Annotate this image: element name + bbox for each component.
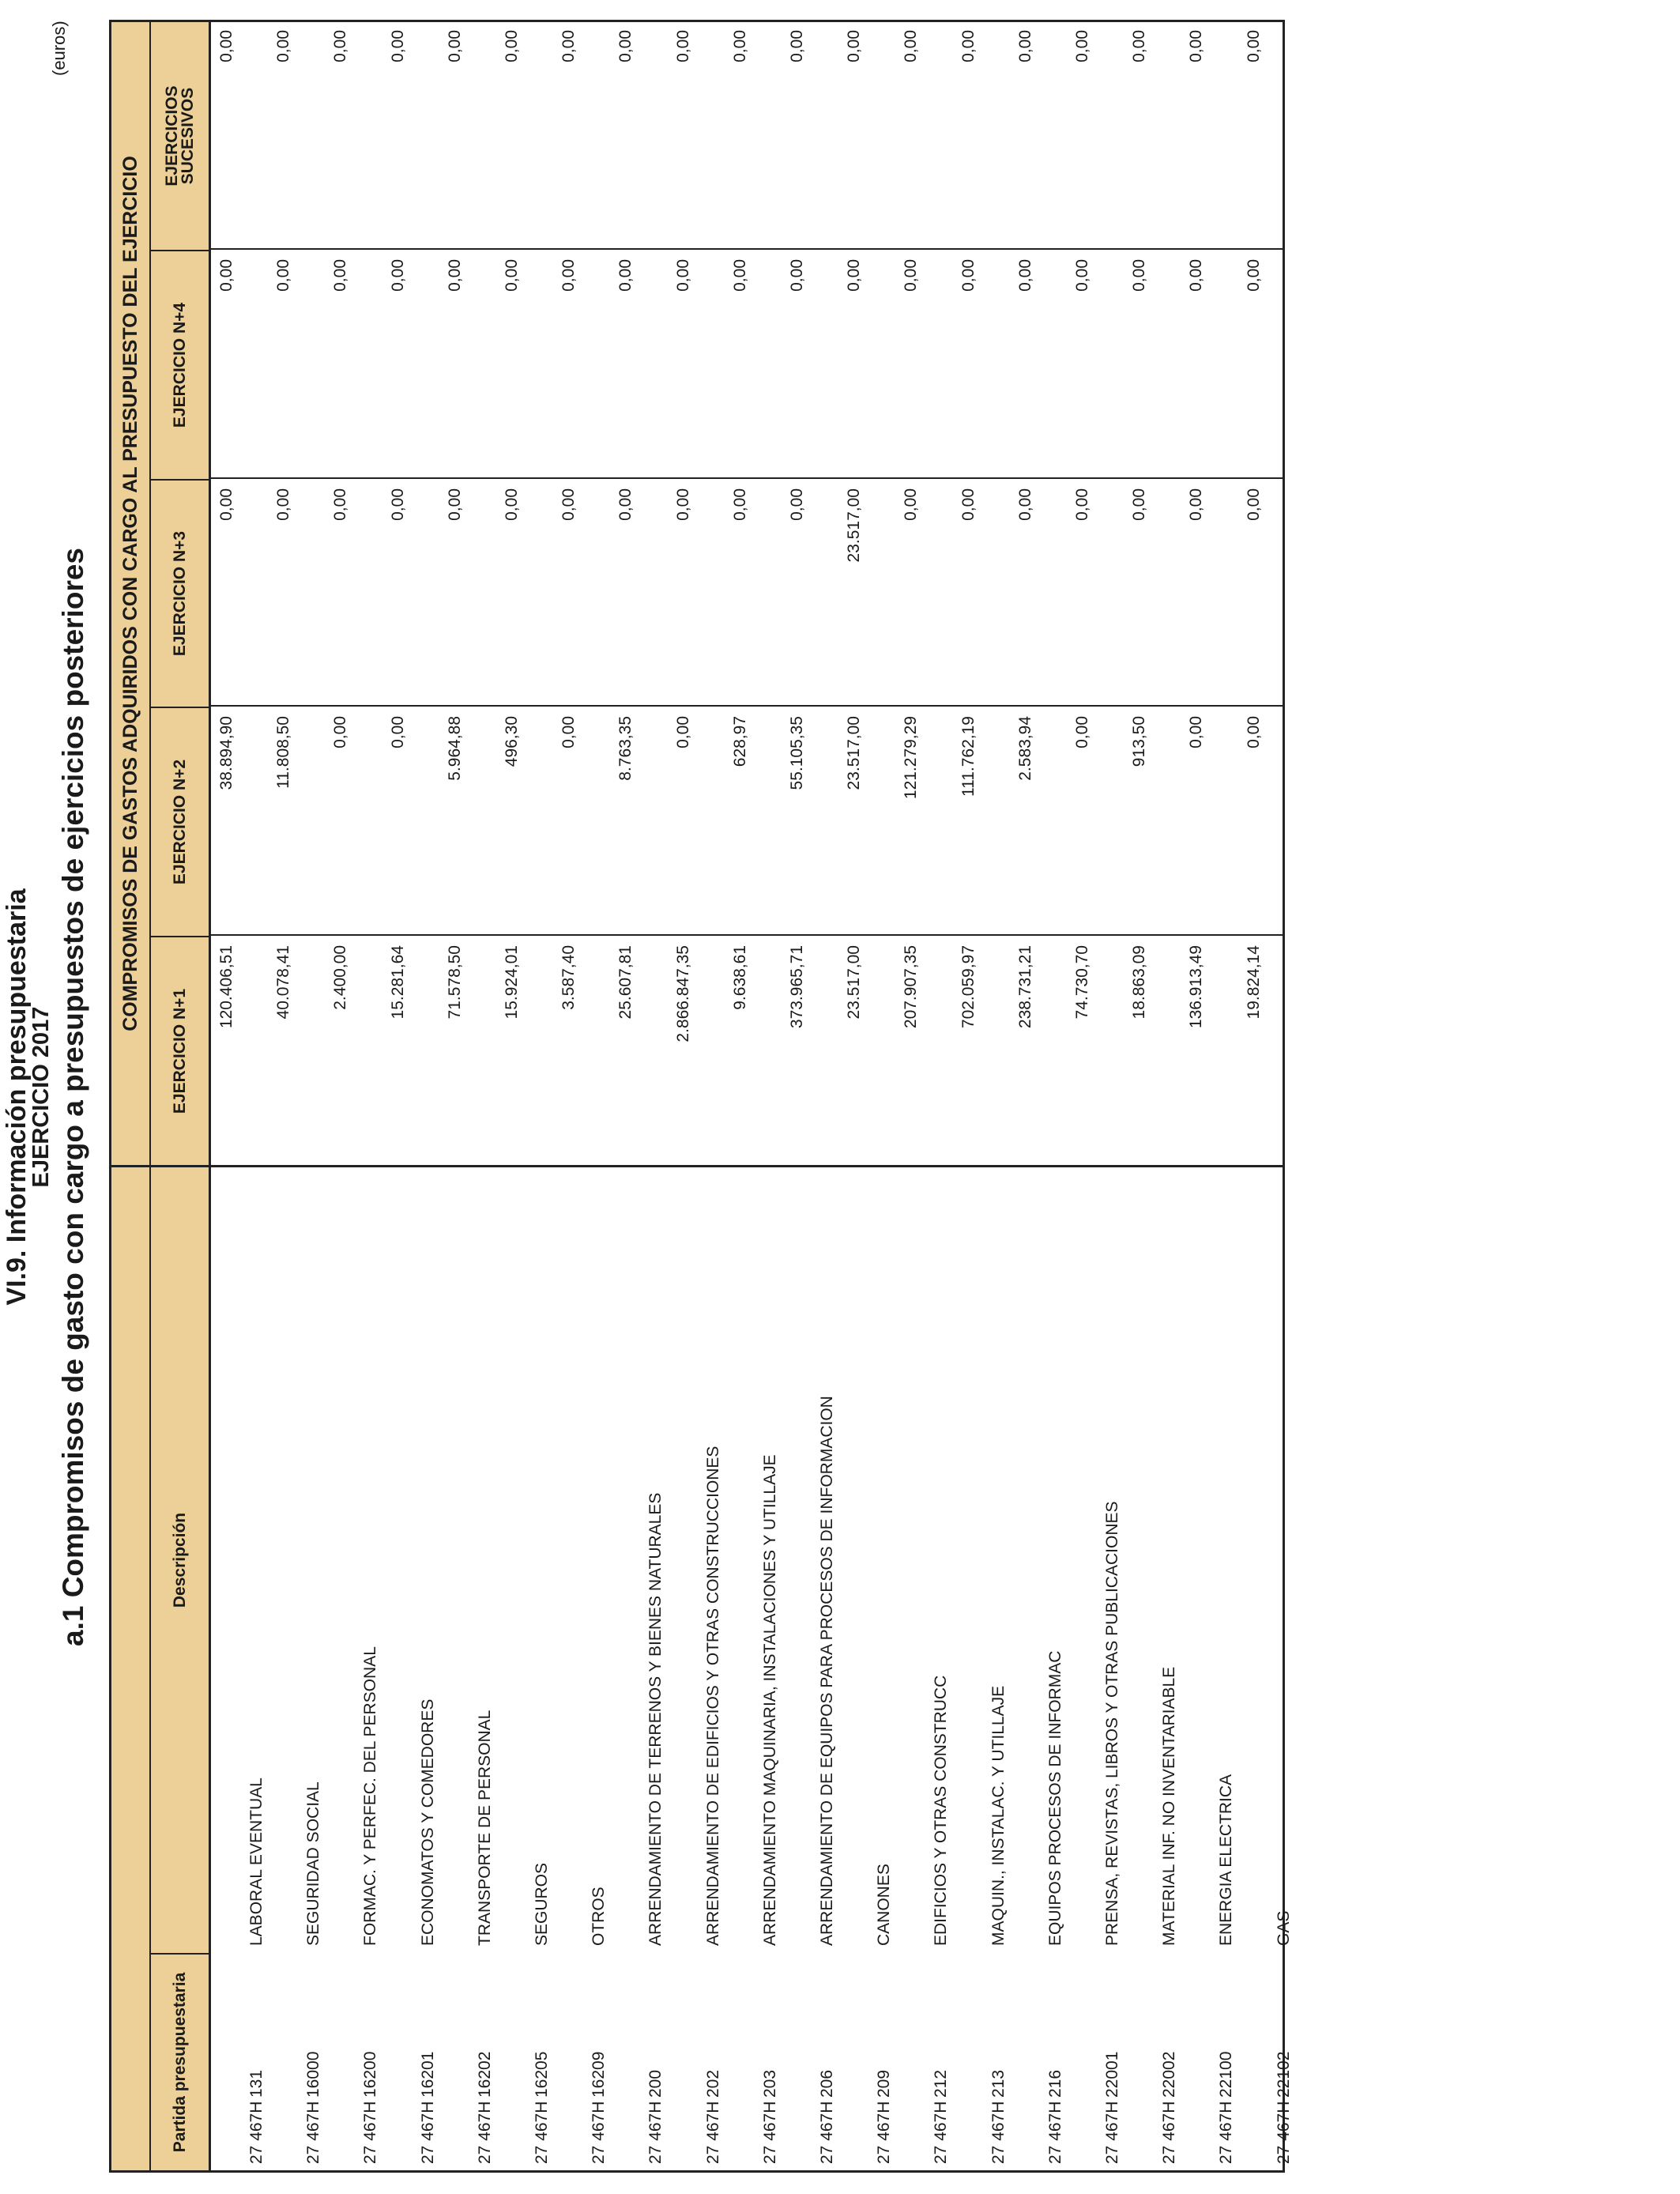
row-partida: 27 467H xyxy=(475,2101,494,2164)
value-n2: 121.279,29 xyxy=(902,716,921,800)
value-n4: 0,00 xyxy=(1073,259,1091,292)
value-n1: 18.863,09 xyxy=(1130,945,1149,1020)
row-partida: 27 467H xyxy=(418,2101,437,2164)
row-code: 16200 xyxy=(361,2051,380,2098)
value-n4: 0,00 xyxy=(616,259,635,292)
value-n2: 0,00 xyxy=(559,716,578,748)
value-n2: 5.964,88 xyxy=(445,716,464,781)
table-row xyxy=(1011,22,1068,2170)
row-partida: 27 467H xyxy=(590,2101,608,2164)
table-row xyxy=(1240,22,1297,2170)
value-n3: 0,00 xyxy=(673,488,692,521)
row-description: FORMAC. Y PERFEC. DEL PERSONAL xyxy=(361,1646,380,1946)
value-n1: 136.913,49 xyxy=(1187,945,1206,1029)
fiscal-year: EJERCICIO 2017 xyxy=(28,1006,54,1188)
value-n4: 0,00 xyxy=(845,259,864,292)
value-sucesivos: 0,00 xyxy=(1073,30,1091,62)
row-code: 16202 xyxy=(475,2051,494,2098)
value-n2: 0,00 xyxy=(388,716,407,748)
header-partida: Partida presupuestaria xyxy=(151,1953,209,2170)
row-partida: 27 467H xyxy=(760,2101,779,2164)
row-description: LABORAL EVENTUAL xyxy=(247,1777,266,1946)
value-sucesivos: 0,00 xyxy=(1015,30,1034,62)
value-n3: 0,00 xyxy=(730,488,749,521)
value-n4: 0,00 xyxy=(503,259,521,292)
value-n2: 628,97 xyxy=(730,716,749,767)
value-sucesivos: 0,00 xyxy=(217,30,235,62)
row-description: PRENSA, REVISTAS, LIBROS Y OTRAS PUBLICACIONES xyxy=(1103,1501,1121,1946)
value-n1: 373.965,71 xyxy=(788,945,806,1029)
table-row xyxy=(498,22,555,2170)
row-description: ENERGIA ELECTRICA xyxy=(1217,1774,1236,1946)
value-sucesivos: 0,00 xyxy=(445,30,464,62)
value-n1: 2.866.847,35 xyxy=(673,945,692,1042)
value-sucesivos: 0,00 xyxy=(559,30,578,62)
table-header-left xyxy=(111,1165,211,2170)
row-partida: 27 467H xyxy=(932,2101,951,2164)
row-description: EQUIPOS PROCESOS DE INFORMAC xyxy=(1045,1650,1064,1946)
table-row xyxy=(1068,22,1125,2170)
row-partida: 27 467H xyxy=(304,2101,323,2164)
section-subtitle: a.1 Compromisos de gasto con cargo a presupuestos de ejercicios posteriores xyxy=(57,548,89,1646)
row-description: EDIFICIOS Y OTRAS CONSTRUCC xyxy=(932,1675,951,1946)
value-n4: 0,00 xyxy=(1187,259,1206,292)
value-n1: 25.607,81 xyxy=(616,945,635,1020)
value-n2: 8.763,35 xyxy=(616,716,635,781)
value-sucesivos: 0,00 xyxy=(616,30,635,62)
table-row xyxy=(783,22,840,2170)
header-year-n1: EJERCICIO N+1 xyxy=(151,936,209,1165)
row-description: SEGURIDAD SOCIAL xyxy=(304,1781,323,1946)
row-code: 131 xyxy=(247,2069,266,2098)
value-sucesivos: 0,00 xyxy=(902,30,921,62)
value-n4: 0,00 xyxy=(730,259,749,292)
row-partida: 27 467H xyxy=(247,2101,266,2164)
row-partida: 27 467H xyxy=(1217,2101,1236,2164)
page-title: VI.9. Información presupuestaria xyxy=(2,888,32,1306)
value-n1: 40.078,41 xyxy=(274,945,293,1020)
table-header-right xyxy=(111,22,211,1165)
value-sucesivos: 0,00 xyxy=(788,30,806,62)
row-partida: 27 467H xyxy=(818,2101,836,2164)
row-code: 22002 xyxy=(1160,2051,1179,2098)
value-n1: 15.924,01 xyxy=(503,945,521,1020)
value-n4: 0,00 xyxy=(1015,259,1034,292)
value-n4: 0,00 xyxy=(959,259,977,292)
value-n3: 0,00 xyxy=(274,488,293,521)
table-row xyxy=(840,22,897,2170)
value-n1: 238.731,21 xyxy=(1015,945,1034,1029)
value-sucesivos: 0,00 xyxy=(1187,30,1206,62)
value-n4: 0,00 xyxy=(559,259,578,292)
row-code: 22100 xyxy=(1217,2051,1236,2098)
row-description: ARRENDAMIENTO DE EQUIPOS PARA PROCESOS DE INFORMACION xyxy=(818,1396,836,1946)
table-row xyxy=(441,22,498,2170)
value-n1: 71.578,50 xyxy=(445,945,464,1020)
value-n3: 0,00 xyxy=(388,488,407,521)
table-row xyxy=(1182,22,1239,2170)
value-n4: 0,00 xyxy=(1130,259,1149,292)
table-row xyxy=(1125,22,1182,2170)
table-row xyxy=(726,22,783,2170)
table-row xyxy=(897,22,954,2170)
header-year-n2: EJERCICIO N+2 xyxy=(151,707,209,936)
row-code: 212 xyxy=(932,2069,951,2098)
value-sucesivos: 0,00 xyxy=(673,30,692,62)
row-code: 16209 xyxy=(590,2051,608,2098)
value-sucesivos: 0,00 xyxy=(959,30,977,62)
row-code: 202 xyxy=(703,2069,722,2098)
row-partida: 27 467H xyxy=(1274,2101,1293,2164)
value-n1: 15.281,64 xyxy=(388,945,407,1020)
value-n3: 0,00 xyxy=(959,488,977,521)
value-n2: 0,00 xyxy=(1187,716,1206,748)
value-n1: 207.907,35 xyxy=(902,945,921,1029)
value-sucesivos: 0,00 xyxy=(1244,30,1263,62)
row-partida: 27 467H xyxy=(1103,2101,1121,2164)
value-n3: 0,00 xyxy=(503,488,521,521)
row-description: ARRENDAMIENTO MAQUINARIA, INSTALACIONES Y UTILLAJE xyxy=(760,1454,779,1946)
row-description: GAS xyxy=(1274,1910,1293,1946)
value-n1: 120.406,51 xyxy=(217,945,235,1029)
row-partida: 27 467H xyxy=(533,2101,551,2164)
value-n1: 74.730,70 xyxy=(1073,945,1091,1020)
header-year-sucesivos: EJERCICIOS SUCESIVOS xyxy=(162,85,197,187)
row-description: MAQUIN., INSTALAC. Y UTILLAJE xyxy=(989,1685,1008,1946)
row-partida: 27 467H xyxy=(1045,2101,1064,2164)
value-n2: 111.762,19 xyxy=(959,716,977,797)
value-n2: 0,00 xyxy=(673,716,692,748)
value-n3: 0,00 xyxy=(217,488,235,521)
row-code: 216 xyxy=(1045,2069,1064,2098)
currency-unit: (euros) xyxy=(49,21,69,76)
header-year-n3: EJERCICIO N+3 xyxy=(151,479,209,707)
value-n2: 0,00 xyxy=(331,716,350,748)
value-n4: 0,00 xyxy=(217,259,235,292)
row-description: CANONES xyxy=(875,1864,894,1946)
value-n2: 2.583,94 xyxy=(1015,716,1034,781)
value-n4: 0,00 xyxy=(388,259,407,292)
table-row xyxy=(326,22,383,2170)
row-code: 200 xyxy=(646,2069,665,2098)
row-description: ECONOMATOS Y COMEDORES xyxy=(418,1698,437,1946)
value-sucesivos: 0,00 xyxy=(845,30,864,62)
value-n4: 0,00 xyxy=(788,259,806,292)
value-n3: 0,00 xyxy=(1015,488,1034,521)
row-description: ARRENDAMIENTO DE EDIFICIOS Y OTRAS CONSTRUCCIONES xyxy=(703,1446,722,1946)
value-n3: 0,00 xyxy=(1244,488,1263,521)
row-description: OTROS xyxy=(590,1887,608,1946)
row-description: SEGUROS xyxy=(533,1862,551,1946)
value-n4: 0,00 xyxy=(1244,259,1263,292)
value-n4: 0,00 xyxy=(445,259,464,292)
value-n4: 0,00 xyxy=(331,259,350,292)
value-n3: 0,00 xyxy=(445,488,464,521)
value-sucesivos: 0,00 xyxy=(503,30,521,62)
table-row xyxy=(669,22,726,2170)
value-n3: 0,00 xyxy=(902,488,921,521)
value-n3: 23.517,00 xyxy=(845,488,864,563)
row-code: 206 xyxy=(818,2069,836,2098)
value-n4: 0,00 xyxy=(902,259,921,292)
value-n1: 702.059,97 xyxy=(959,945,977,1029)
header-descripcion: Descripción xyxy=(170,1512,189,1608)
value-n2: 0,00 xyxy=(1244,716,1263,748)
value-n1: 3.587,40 xyxy=(559,945,578,1010)
row-description: ARRENDAMIENTO DE TERRENOS Y BIENES NATURALES xyxy=(646,1492,665,1946)
value-n2: 0,00 xyxy=(1073,716,1091,748)
row-partida: 27 467H xyxy=(361,2101,380,2164)
value-n1: 9.638,61 xyxy=(730,945,749,1010)
value-sucesivos: 0,00 xyxy=(1130,30,1149,62)
row-partida: 27 467H xyxy=(875,2101,894,2164)
value-n1: 23.517,00 xyxy=(845,945,864,1020)
row-code: 203 xyxy=(760,2069,779,2098)
table-row xyxy=(213,22,269,2170)
value-n2: 23.517,00 xyxy=(845,716,864,790)
value-n3: 0,00 xyxy=(1073,488,1091,521)
value-n3: 0,00 xyxy=(1187,488,1206,521)
value-n3: 0,00 xyxy=(1130,488,1149,521)
row-description: TRANSPORTE DE PERSONAL xyxy=(475,1710,494,1946)
value-sucesivos: 0,00 xyxy=(274,30,293,62)
value-n4: 0,00 xyxy=(673,259,692,292)
row-code: 16201 xyxy=(418,2051,437,2098)
value-n3: 0,00 xyxy=(788,488,806,521)
table-row xyxy=(612,22,669,2170)
commitments-table xyxy=(109,20,1293,2173)
value-sucesivos: 0,00 xyxy=(331,30,350,62)
value-n3: 0,00 xyxy=(616,488,635,521)
value-n4: 0,00 xyxy=(274,259,293,292)
value-n3: 0,00 xyxy=(559,488,578,521)
row-code: 209 xyxy=(875,2069,894,2098)
row-code: 22001 xyxy=(1103,2051,1121,2098)
row-partida: 27 467H xyxy=(989,2101,1008,2164)
row-partida: 27 467H xyxy=(1160,2101,1179,2164)
table-row xyxy=(555,22,612,2170)
value-n2: 55.105,35 xyxy=(788,716,806,790)
row-code: 16205 xyxy=(533,2051,551,2098)
table-row xyxy=(269,22,326,2170)
value-n2: 11.808,50 xyxy=(274,716,293,789)
header-year-n4: EJERCICIO N+4 xyxy=(151,250,209,479)
row-description: MATERIAL INF. NO INVENTARIABLE xyxy=(1160,1666,1179,1946)
row-code: 22102 xyxy=(1274,2051,1293,2098)
row-partida: 27 467H xyxy=(703,2101,722,2164)
table-row xyxy=(955,22,1011,2170)
value-n1: 19.824,14 xyxy=(1244,945,1263,1020)
value-n2: 913,50 xyxy=(1130,716,1149,767)
value-n1: 2.400,00 xyxy=(331,945,350,1010)
value-n3: 0,00 xyxy=(331,488,350,521)
header-spacer xyxy=(111,1167,151,2170)
row-partida: 27 467H xyxy=(646,2101,665,2164)
value-n2: 496,30 xyxy=(503,716,521,767)
value-n2: 38.894,90 xyxy=(217,716,235,790)
table-row xyxy=(384,22,441,2170)
value-sucesivos: 0,00 xyxy=(388,30,407,62)
header-group-commitments: COMPROMISOS DE GASTOS ADQUIRIDOS CON CARGO AL PRESUPUESTO DEL EJERCICIO xyxy=(111,22,151,1165)
row-code: 213 xyxy=(989,2069,1008,2098)
value-sucesivos: 0,00 xyxy=(730,30,749,62)
row-code: 16000 xyxy=(304,2051,323,2098)
